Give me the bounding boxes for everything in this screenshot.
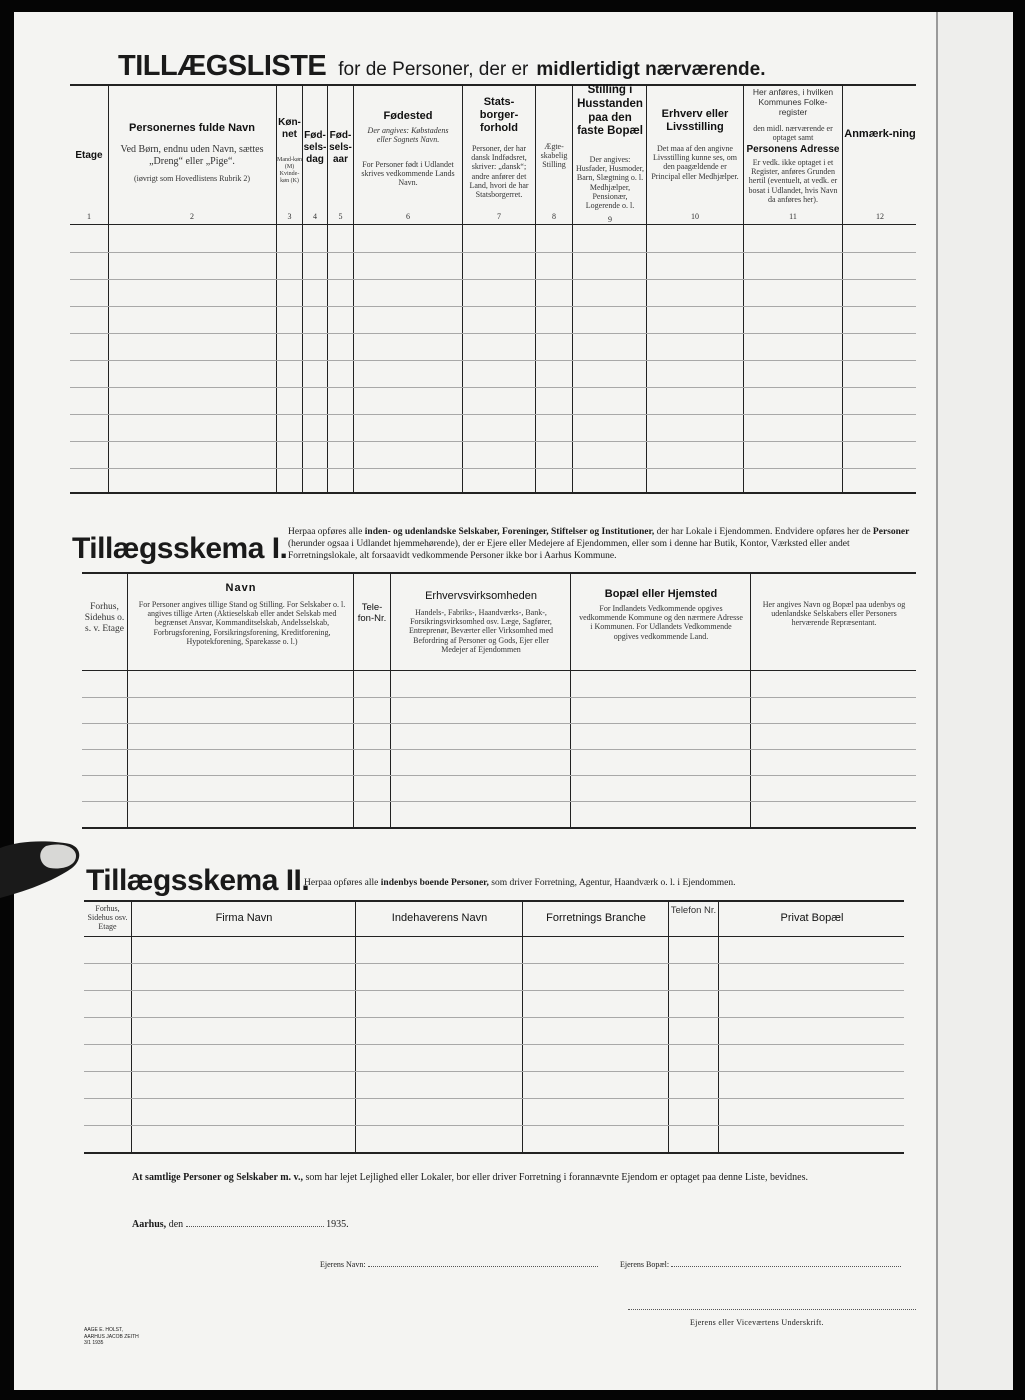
col-name-head: Personernes fulde Navn (129, 122, 255, 134)
skema2-intro-c: som driver Forretning, Agentur, Haandværk o. l. i Ejendommen. (491, 878, 736, 888)
col-household-note: Der angives: Husfader, Husmoder, Barn, Slægtning o. l. Medhjælper, Pensionær, Logerende o. l. (575, 155, 644, 210)
declaration (132, 1172, 922, 1183)
col-address-note0b: den midl. nærværende er optaget samt (753, 124, 833, 143)
s1-col-business: Erhvervsvirksomheden (425, 590, 537, 602)
col-marital-head: Ægte-skabelig Stilling (540, 142, 568, 170)
date-field[interactable] (186, 1216, 324, 1227)
skema1-intro (288, 527, 918, 563)
col-household-head: Stilling i Husstanden paa den faste Bopæl (577, 84, 643, 138)
col-birthplace-head: Fødested (383, 110, 433, 122)
city: Aarhus, (132, 1219, 167, 1230)
col-num-10: 10 (691, 212, 699, 221)
date-label: den (168, 1219, 184, 1230)
col-num-4: 4 (313, 212, 317, 221)
owner-address-label: Ejerens Bopæl: (620, 1260, 670, 1269)
skema1-intro-b: inden- og udenlandske Selskaber, Foreninger, Stiftelser og Institutioner, (364, 527, 655, 537)
date-line (132, 1216, 349, 1230)
col-birthday-head: Fød-sels-dag (303, 130, 327, 165)
declaration-bold: At samtlige Personer og Selskaber m. v., (132, 1172, 304, 1183)
s2-col-firm: Firma Navn (215, 912, 273, 924)
col-num-9: 9 (608, 215, 612, 224)
skema1-intro-f: (herunder ogsaa i Udlandet hjemmehørende), der er Ejere eller Medejere af Ejendommen, eller som i denne har Butik, Kontor, Værksted eller andet Forretningslokale, alt forsaavidt vedkommende Personer ikke bor i Aarhus Kommune. (288, 538, 850, 561)
col-birthplace-note: Der angives: Købstadens eller Sognets Navn. (367, 126, 449, 145)
skema1-title (72, 532, 287, 566)
col-birthyear-head: Fød-sels-aar (329, 130, 352, 165)
s1-col-phone: Tele-fon-Nr. (357, 602, 387, 625)
facing-page-edge (936, 12, 1013, 1390)
s2-col-floor: Forhus, Sidehus osv. Etage (87, 904, 128, 932)
col-num-2: 2 (190, 212, 194, 221)
col-remark-head: Anmærk-ning (844, 128, 916, 140)
s2-col-private: Privat Bopæl (780, 912, 844, 924)
form-page (14, 12, 936, 1390)
col-num-1: 1 (87, 212, 91, 221)
owner-name-label: Ejerens Navn: (320, 1260, 366, 1269)
skema2-title (86, 864, 309, 898)
declaration-rest: som har lejet Lejlighed eller Lokaler, bor eller driver Forretning i forannævnte Ejendom er optaget paa denne Liste, bevidnes. (305, 1172, 808, 1183)
skema1-intro-c: der har Lokale i Ejendommen. (656, 527, 773, 537)
title-sub-plain: for de Personer, der er (338, 59, 529, 80)
col-num-6: 6 (406, 212, 410, 221)
signature-field[interactable] (628, 1308, 916, 1310)
signature-label: Ejerens eller Viceværtens Underskrift. (690, 1318, 824, 1327)
col-sex-note: Mand-køn (M) Kvinde-køn (K) (277, 157, 302, 184)
col-num-3: 3 (287, 212, 292, 221)
col-citizenship-head: Stats-borger-forhold (479, 96, 519, 135)
form-title (118, 50, 766, 83)
s1-col-name-note: For Personer angives tillige Stand og Stilling. For Selskaber o. l. angives tillige Arten (Aktieselskab eller andet Selskab med begrænset Ansvar, Kommanditselskab, Andelsselskab, Forbrugsforening, Forsikringsforening, Kreditforening, Hypotekforening, Sparekasse o. l.) (138, 600, 346, 646)
col-birthplace-note2: For Personer født i Udlandet skrives vedkommende Lands Navn. (361, 160, 455, 188)
col-sex-head: Køn-net (278, 117, 301, 140)
col-occupation-note: Det maa af den angivne Livsstilling kunne ses, om den paagældende er Principal eller Medhjælper. (651, 144, 739, 181)
col-etage-head: Etage (75, 150, 103, 161)
col-num-8: 8 (552, 212, 556, 221)
skema2-intro (304, 878, 924, 890)
s1-col-residence-note: For Indlandets Vedkommende opgives vedkommende Kommune og den nærmere Adresse i Kommunen. For Udlandets Vedkommende opgives vedkommende Land. (579, 604, 743, 641)
skema2-intro-b: indenbys boende Personer, (380, 878, 489, 888)
owner-address-line (620, 1258, 901, 1269)
owner-name-field[interactable] (368, 1258, 598, 1267)
col-address-note: Er vedk. ikke optaget i et Register, anføres Grunden hertil (eventuelt, at vedk. er bosat i Udlandet, hvis Navn da anføres her). (748, 158, 838, 204)
s1-col-business-note: Handels-, Fabriks-, Haandværks-, Bank-, Forsikringsvirksomhed osv. Læge, Sagfører, Entreprenør, Beværter eller Virksomhed med Befordring af Personer og Gods, Ejer eller Medejer af Ejendommen (408, 608, 554, 654)
col-address-head: Personens Adresse (746, 144, 840, 155)
skema2-intro-a: Herpaa opføres alle (304, 878, 379, 888)
title-sub-bold: midlertidigt nærværende. (536, 59, 766, 80)
owner-name-line (320, 1258, 598, 1269)
skema1-intro-e: Personer (872, 527, 910, 537)
col-name-note: Ved Børn, endnu uden Navn, sættes „Dreng“ eller „Pige“. (120, 144, 264, 167)
skema2-title-text: Tillægsskema II. (86, 864, 310, 897)
s1-col-floor: Forhus, Sidehus o. s. v. Etage (84, 602, 125, 634)
owner-address-field[interactable] (671, 1258, 901, 1267)
col-address-note0: Her anføres, i hvilken Kommunes Folke-register (752, 87, 834, 117)
s1-col-residence: Bopæl eller Hjemsted (604, 588, 718, 600)
col-num-11: 11 (789, 212, 797, 221)
year: 1935. (326, 1219, 349, 1230)
s2-col-phone: Telefon Nr. (670, 905, 717, 916)
thumb-shape (0, 840, 80, 900)
printer-mark: AAGE E. HOLST, AARHUS JACOB ZEITH 3/1 1935 (84, 1327, 139, 1346)
s1-col-representative-note: Her angives Navn og Bopæl paa udenbys og udenlandske Selskabers eller Personers herværende Repræsentant. (762, 600, 906, 628)
s1-col-name: Navn (225, 582, 257, 594)
col-num-12: 12 (876, 212, 884, 221)
col-num-5: 5 (338, 212, 343, 221)
s2-col-branch: Forretnings Branche (546, 912, 646, 924)
skema1-intro-d: Endvidere opføres her de (774, 527, 871, 537)
col-num-7: 7 (497, 212, 501, 221)
title-main: TILLÆGSLISTE (118, 50, 327, 82)
s2-col-owner: Indehaverens Navn (391, 912, 488, 924)
col-name-note2: (iøvrigt som Hovedlistens Rubrik 2) (134, 174, 250, 183)
col-citizenship-note: Personer, der har dansk Indfødsret, skriver: „dansk“; andre anfører det Land, hvori de har Statsborgerret. (469, 144, 529, 199)
col-occupation-head: Erhverv eller Livsstilling (661, 108, 729, 134)
skema1-intro-a: Herpaa opføres alle (288, 527, 363, 537)
skema1-title-text: Tillægsskema I. (72, 532, 288, 565)
